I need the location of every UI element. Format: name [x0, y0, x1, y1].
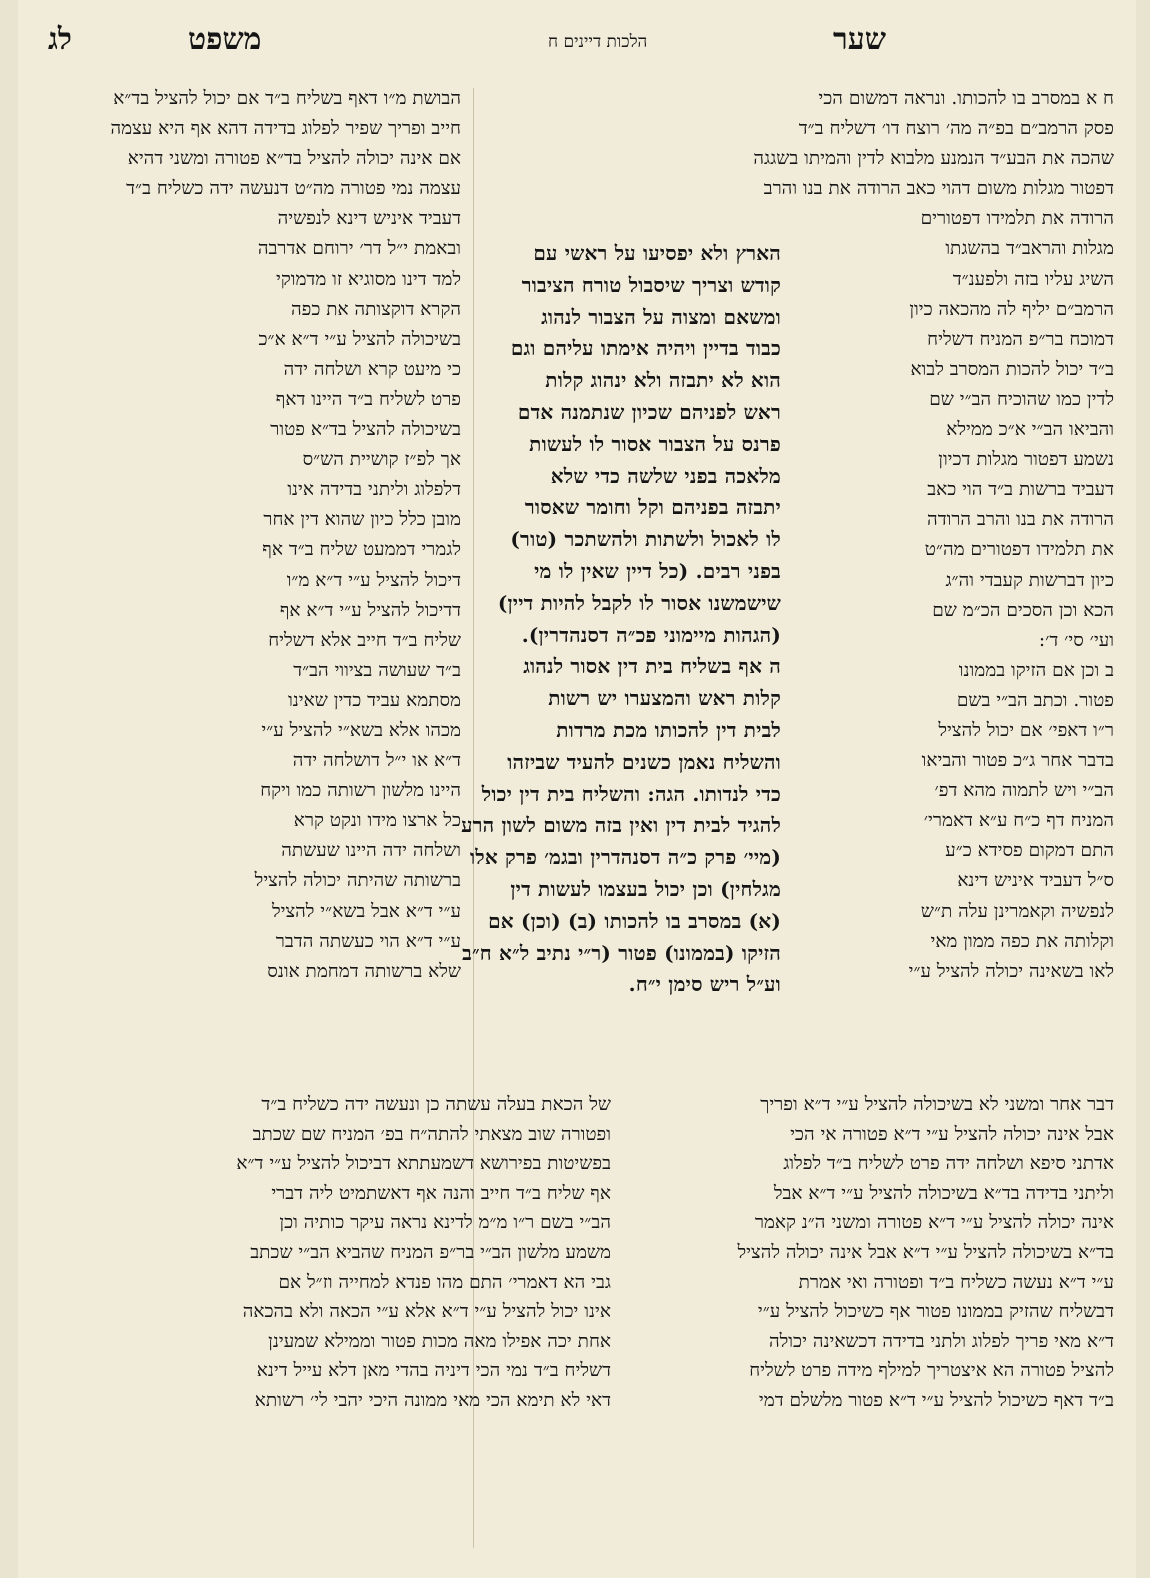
commentary-line: ע״י ד״א אבל בשא״י להציל	[271, 900, 461, 922]
commentary-line: ב וכן אם הזיקו בממונו	[958, 659, 1114, 681]
commentary-line: שהכה את הבע״ד הנמנע מלבוא לדין והמיתו בשגגה	[753, 148, 1114, 170]
commentary-line: עצמה נמי פטורה מה״ט דנעשה ידה כשליח ב״ד	[126, 178, 461, 200]
commentary-line: אך לפ״ז קושיית הש״ס	[302, 449, 461, 471]
commentary-line: ד״א או י״ל דושלחה ידה	[292, 750, 461, 772]
main-text-line: יתבזה בפניהם וקל וחומר שאסור	[524, 495, 781, 520]
commentary-line: וליתני בדידה בד״א בשיכולה להציל ע״י ד״א אבל	[773, 1182, 1114, 1204]
commentary-line: בד״א בשיכולה להציל ע״י ד״א אבל אינה יכולה להציל	[737, 1241, 1114, 1263]
commentary-line: אינו יכול להציל ע״י ד״א אלא ע״י הכאה ולא בהכאה	[242, 1301, 611, 1323]
main-text-line: מגלחין) וכן יכול בעצמו לעשות דין	[510, 876, 781, 901]
main-text-line: (מיי׳ פרק כ״ה דסנהדרין ובגמ׳ פרק אלו	[469, 845, 781, 870]
main-text-column	[449, 238, 781, 1001]
commentary-line: מובן כלל כיון שהוא דין אחר	[263, 509, 461, 531]
commentary-line: הרודה את בנו והרב הרודה	[927, 509, 1114, 531]
commentary-line: מכהו אלא בשא״י להציל ע״י	[261, 719, 461, 741]
main-text-line: לבית דין להכותו מכת מרדות	[556, 717, 781, 742]
commentary-line: לגמרי דממעט שליח ב״ד אף	[262, 539, 461, 561]
main-text-line: פרנס על הצבור אסור לו לעשות	[529, 431, 781, 456]
commentary-line: הרודה את תלמידו דפטורים	[920, 208, 1114, 230]
commentary-line: את תלמידו דפטורים מה״ט	[924, 539, 1114, 561]
commentary-line: שלא ברשותה דמחמת אונס	[267, 960, 461, 982]
commentary-line: אחת יכה אפילו מאה מכות פטור וממילא שמעינן	[268, 1330, 611, 1352]
commentary-line: חייב ופריך שפיר לפלוג בדידה דהא אף היא עצמה	[110, 118, 461, 140]
commentary-line: דבר אחר ומשני לא בשיכולה להציל ע״י ד״א ופריך	[760, 1094, 1114, 1115]
commentary-line: הקרא דוקצותה את כפה	[290, 298, 461, 320]
commentary-line: דאי לא תימא הכי מאי ממונה היכי יהבי לי׳ רשותא	[254, 1389, 611, 1411]
main-text-line: בפני רבים. (כל דיין שאין לו מי	[534, 558, 781, 583]
commentary-line: ופטורה שוב מצאתי להתה״ח בפ׳ המניח שם שכתב	[252, 1123, 611, 1145]
commentary-line: משמע מלשון הב״י בר״פ המניח שהביא הב״י שכתב	[250, 1241, 611, 1263]
commentary-line: דלפלוג וליתני בדידה אינו	[287, 479, 461, 501]
main-text-line: ומשאם ומצוה על הצבור לנהוג	[541, 304, 781, 329]
commentary-line: מגלות והראב״ד בהשגתו	[945, 238, 1114, 260]
commentary-line: בשיכולה להציל ע״י ד״א א״כ	[258, 328, 461, 350]
commentary-line: אינה יכולה להציל ע״י ד״א פטורה ומשני ה״נ קאמר	[754, 1212, 1114, 1234]
commentary-line: אבל אינה יכולה להציל ע״י ד״א פטורה אי הכי	[790, 1123, 1114, 1145]
commentary-line: הבושת מ״ו דאף בשליח ב״ד אם יכול להציל בד״א	[113, 88, 461, 109]
commentary-line: ע״י ד״א הוי כעשתה הדבר	[275, 930, 461, 952]
commentary-line: כיון דברשות קעבדי וה״ג	[945, 569, 1114, 591]
commentary-line: לאו בשאינה יכולה להציל ע״י	[908, 960, 1114, 982]
commentary-line: למד דינו מסוגיא זו מדמוקי	[275, 268, 461, 290]
commentary-line: הכא וכן הסכים הכ״מ שם	[932, 599, 1114, 621]
main-text-line: כבוד בדיין ויהיה אימתו עליהם וגם	[510, 336, 781, 361]
commentary-line: להציל פטורה הא איצטריך למילף מידה פרט לשליח	[749, 1360, 1114, 1382]
main-text-line: קודש וצריך שיסבול טורח הציבור	[521, 272, 781, 297]
commentary-line: ב״ד יכול להכות המסרב לבוא	[910, 358, 1114, 380]
commentary-line: וקלותה את כפה ממון מאי	[930, 930, 1114, 952]
main-text-line: הוא לא יתבזה ולא ינהוג קלות	[545, 368, 781, 393]
commentary-line: נשמע דפטור מגלות דכיון	[938, 449, 1114, 471]
commentary-line: הרמב״ם יליף לה מהכאה כיון	[909, 298, 1114, 320]
commentary-line: דיכול להציל ע״י ד״א מ״ו	[286, 569, 461, 591]
commentary-line: שליח ב״ד חייב אלא דשליח	[268, 629, 461, 651]
main-text-line: שישמשנו אסור לו לקבל להיות דיין)	[497, 590, 781, 615]
commentary-line: פסק הרמב״ם בפ״ה מה׳ רוצח דו׳ דשליח ב״ד	[798, 118, 1114, 140]
main-text-line: להגיד לבית דין ואין בזה משום לשון הרע	[461, 813, 781, 838]
commentary-line: ושלחה ידה היינו שעשתה	[281, 840, 461, 862]
header-title: שער	[833, 22, 886, 57]
commentary-line: גבי הא דאמרי׳ התם מהו פנדא למחייה וז״ל אם	[278, 1271, 611, 1293]
main-text-line: וע״ל ריש סימן י״ח.	[628, 972, 781, 997]
main-text-line: ה אף בשליח בית דין אסור לנהוג	[523, 654, 781, 679]
main-text-line: ראש לפניהם שכיון שנתמנה אדם	[517, 399, 781, 424]
commentary-line: אדתני סיפא ושלחה ידה פרט לשליח ב״ד לפלוג	[783, 1153, 1114, 1175]
commentary-line: בפשיטות בפירושא דשמעתתא דביכול להציל ע״י ד״א	[236, 1153, 611, 1175]
commentary-line: דשליח ב״ד נמי הכי דיניה בהדי מאן דלא עייל דינא	[256, 1360, 611, 1382]
commentary-line: ברשותה שהיתה יכולה להציל	[254, 870, 461, 892]
commentary-line: השיג עליו בזה ולפענ״ד	[952, 268, 1114, 290]
commentary-line: דעביד איניש דינא לנפשיה	[277, 208, 461, 230]
commentary-line: ב״ד דאף כשיכול להציל ע״י ד״א פטור מלשלם דמי	[758, 1389, 1114, 1411]
main-text-line: מלאכה בפני שלשה כדי שלא	[550, 463, 781, 488]
commentary-line: והביאו הב״י א״כ ממילא	[946, 419, 1114, 441]
main-text-line: הארץ ולא יפסיעו על ראשי עם	[533, 241, 781, 265]
commentary-line: דמוכח בר״פ המניח דשליח	[927, 328, 1114, 350]
commentary-line: לנפשיה וקאמרינן עלה ת״ש	[920, 900, 1114, 922]
commentary-line: דדיכול להציל ע״י ד״א אף	[279, 599, 461, 621]
commentary-line: כל ארצו מידו ונקט קרא	[293, 810, 461, 832]
commentary-line: התם דמקום פסידא כ״ע	[945, 840, 1114, 862]
commentary-left-column	[36, 84, 461, 987]
commentary-line: אם אינה יכולה להציל בד״א פטורה ומשני דהיא	[127, 148, 461, 170]
commentary-line: ח א במסרב בו להכותו. ונראה דמשום הכי	[818, 88, 1114, 109]
commentary-line: ד״א מאי פריך לפלוג ולתני בדידה דכשאינה יכולה	[769, 1330, 1114, 1352]
commentary-line: דבשליח שהזיק בממונו פטור אף כשיכול להציל ע״י	[757, 1301, 1114, 1323]
main-text-line: (הגהות מיימוני פכ״ה דסנהדרין).	[521, 622, 781, 647]
commentary-line: של הכאת בעלה עשתה כן ונעשה ידה כשליח ב״ד	[261, 1094, 611, 1115]
commentary-line: המניח דף כ״ח ע״א דאמרי׳	[923, 810, 1114, 832]
main-text-line: (א) במסרב בו להכותו (ב) (וכן) אם	[488, 908, 781, 933]
commentary-line: דעביד ברשות ב״ד הוי כאב	[927, 479, 1114, 501]
main-text-line: קלות ראש והמצערו יש רשות	[548, 686, 781, 711]
commentary-line: פרט לשליח ב״ד היינו דאף	[275, 388, 461, 410]
main-text-line: כדי לנדותו. הגה: והשליח בית דין יכול	[481, 781, 781, 806]
main-text-line: לו לאכול ולשתות ולהשתכר (טור)	[510, 527, 781, 552]
commentary-line: ב״ד שעושה בציווי הב״ד	[293, 659, 461, 681]
commentary-line: מסתמא עביד כדין שאינו	[288, 689, 461, 711]
book-page	[18, 0, 1136, 1578]
commentary-line: ע״י ד״א נעשה כשליח ב״ד ופטורה ואי אמרת	[798, 1271, 1114, 1293]
main-text-line: והשליח נאמן כשנים להעיד שביזהו	[507, 749, 781, 774]
bottom-left-block	[36, 1090, 611, 1416]
bottom-right-block	[628, 1090, 1114, 1416]
commentary-line: דפטור מגלות משום דהוי כאב הרודה את בנו והרב	[763, 178, 1114, 200]
commentary-right-column	[753, 84, 1114, 987]
main-text-line: הזיקו (בממונו) פטור (ר״י נתיב ל״א ח״ב	[462, 940, 781, 965]
commentary-line: בשיכולה להציל בד״א פטור	[270, 419, 461, 441]
commentary-line: לדין כמו שהוכיח הב״י שם	[929, 388, 1114, 410]
header-subtitle: הלכות דיינים ח	[548, 32, 648, 52]
commentary-line: ובאמת י״ל דר׳ ירוחם אדרבה	[257, 238, 461, 260]
commentary-line: כי מיעט קרא ושלחה ידה	[283, 358, 461, 380]
commentary-line: ס״ל דעביד איניש דינא	[957, 870, 1114, 892]
commentary-line: היינו מלשון רשותה כמו ויקח	[260, 780, 461, 802]
page-header	[18, 22, 1136, 62]
commentary-line: הב״י בשם ר״ו מ״מ לדינא נראה עיקר כותיה וכן	[279, 1212, 611, 1234]
commentary-line: אף שליח ב״ד חייב והנה אף דאשתמיט ליה דברי	[271, 1182, 611, 1204]
page-number: לג	[48, 22, 72, 57]
commentary-line: פטור. וכתב הב״י בשם	[956, 689, 1114, 711]
commentary-line: ר״ו דאפי׳ אם יכול להציל	[938, 719, 1114, 741]
commentary-line: הב״י ויש לתמוה מהא דפ׳	[934, 780, 1114, 802]
commentary-line: בדבר אחר ג״כ פטור והביאו	[921, 750, 1114, 772]
header-title-2: משפט	[188, 22, 262, 57]
commentary-line: ועי׳ סי׳ ד׳:	[1038, 629, 1114, 651]
